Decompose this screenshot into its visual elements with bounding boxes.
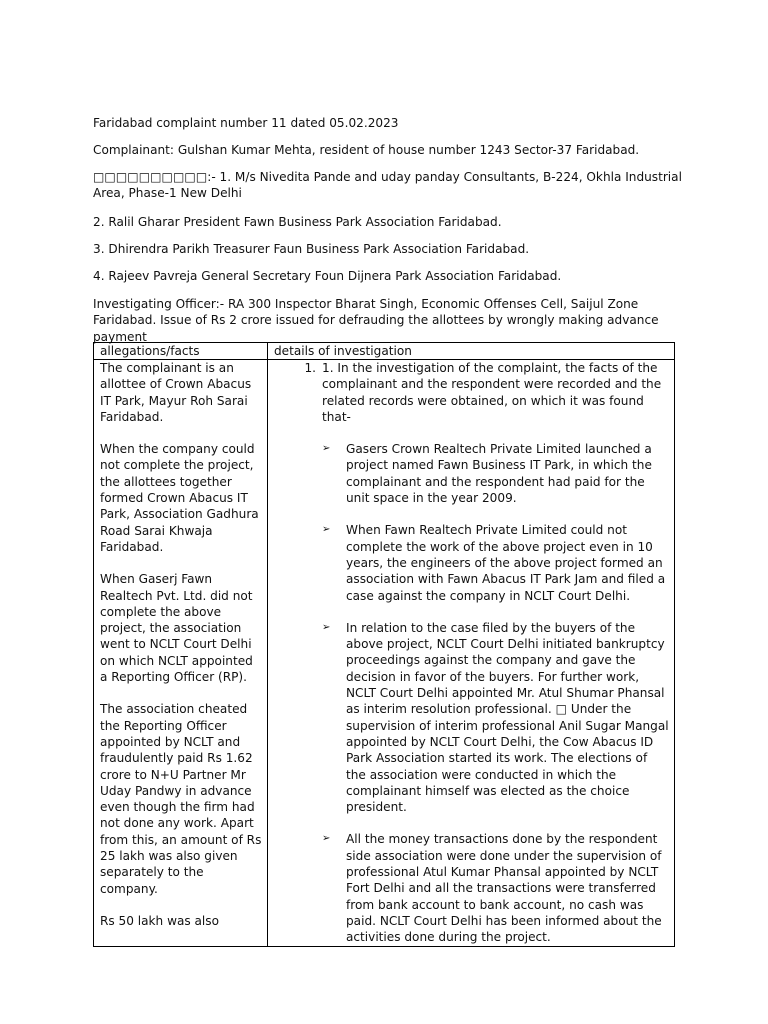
- complaint-title: Faridabad complaint number 11 dated 05.02.2023: [93, 116, 399, 130]
- details-cell: [268, 360, 675, 947]
- respondent-2: 2. Ralil Gharar President Fawn Business Park Association Faridabad.: [93, 215, 502, 229]
- allegation-paragraph: When the company could not complete the project, the allottees together formed Crown Abacus IT Park, Association Gadhura Road Sarai Khwaja Faridabad.: [100, 442, 259, 554]
- respondent-3: 3. Dhirendra Parikh Treasurer Faun Business Park Association Faridabad.: [93, 242, 530, 256]
- allegations-cell: [94, 360, 268, 947]
- numbered-item: [274, 360, 670, 425]
- investigation-table: [93, 342, 675, 947]
- header-details: details of investigation: [268, 343, 675, 360]
- bullet-text: In relation to the case filed by the buyers of the above project, NCLT Court Delhi initiated bankruptcy proceedings against the company and gave the decision in favor of the buyers. For further work, NCLT Court Delhi appointed Mr. Atul Shumar Phansal as interim resolution professional. □ Under the supervision of interim professional Anil Sugar Mangal appointed by NCLT Court Delhi, the Cow Abacus ID Park Association started its work. The elections of the association were conducted in which the complainant himself was elected as the choice president.: [346, 620, 669, 815]
- allegation-paragraph: Rs 50 lakh was also: [100, 913, 219, 928]
- arrow-bullet-icon: ➢: [322, 621, 331, 633]
- bullet-item: [322, 522, 670, 603]
- table-row: [94, 360, 675, 947]
- respondent-1: □□□□□□□□□□:- 1. M/s Nivedita Pande and uday panday Consultants, B-224, Okhla Industrial Area, Phase-1 New Delhi: [93, 170, 682, 201]
- table-header-row: [94, 343, 675, 360]
- bullet-text: When Fawn Realtech Private Limited could not complete the work of the above project even in 10 years, the engineers of the above project formed an association with Fawn Abacus IT Park Jam and filed a case against the company in NCLT Court Delhi.: [346, 523, 666, 603]
- bullet-text: All the money transactions done by the respondent side association were done under the supervision of professional Atul Kumar Phansal appointed by NCLT Fort Delhi and all the transactions were transferred from bank account to bank account, no cash was paid. NCLT Court Delhi has been informed about the activities done during the project.: [346, 832, 662, 945]
- bullet-item: [322, 831, 670, 945]
- investigating-officer: Investigating Officer:- RA 300 Inspector Bharat Singh, Economic Offenses Cell, Saijul Zone Faridabad. Issue of Rs 2 crore issued for defrauding the allottees by wrongly making advance payment: [93, 297, 659, 344]
- item-text: 1. In the investigation of the complaint, the facts of the complainant and the respondent were recorded and the related records were obtained, on which it was found that-: [322, 361, 662, 424]
- arrow-bullet-icon: ➢: [322, 833, 331, 845]
- item-number: 1.: [304, 361, 316, 375]
- arrow-bullet-icon: ➢: [322, 443, 331, 455]
- allegation-paragraph: The complainant is an allottee of Crown Abacus IT Park, Mayur Roh Sarai Faridabad.: [100, 361, 252, 424]
- respondent-4: 4. Rajeev Pavreja General Secretary Foun Dijnera Park Association Faridabad.: [93, 269, 562, 283]
- complainant-line: Complainant: Gulshan Kumar Mehta, resident of house number 1243 Sector-37 Faridabad.: [93, 143, 640, 157]
- arrow-bullet-icon: ➢: [322, 524, 331, 536]
- header-allegations: allegations/facts: [94, 343, 268, 360]
- allegation-paragraph: The association cheated the Reporting Officer appointed by NCLT and fraudulently paid Rs 1.62 crore to N+U Partner Mr Uday Pandwy in advance even though the firm had not done any work. Apart from this, an amount of Rs 25 lakh was also given separately to the company.: [100, 702, 262, 896]
- bullet-item: [322, 620, 670, 816]
- allegation-paragraph: When Gaserj Fawn Realtech Pvt. Ltd. did not complete the above project, the association went to NCLT Court Delhi on which NCLT appointed a Reporting Officer (RP).: [100, 572, 253, 685]
- bullet-item: [322, 441, 670, 506]
- bullet-text: Gasers Crown Realtech Private Limited launched a project named Fawn Business IT Park, in which the complainant and the respondent had paid for the unit space in the year 2009.: [346, 442, 652, 506]
